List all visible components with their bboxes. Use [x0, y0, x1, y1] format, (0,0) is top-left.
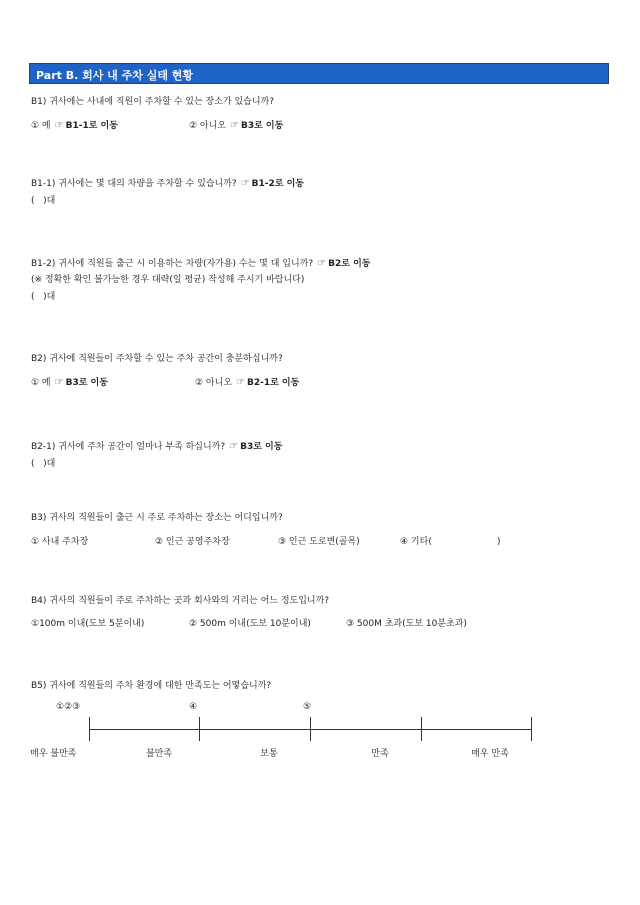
- question-b4: B4) 귀사의 직원들이 주로 주차하는 곳과 회사와의 거리는 어느 정도입니까?: [31, 596, 330, 606]
- b3-option-2: ② 인근 공영주차장: [155, 537, 230, 547]
- question-b3: B3) 귀사의 직원들이 출근 시 주로 주차하는 장소는 어디입니까?: [31, 513, 283, 523]
- b4-option-1: ①100m 이내(도보 5분이내): [31, 619, 145, 629]
- b1-option-no: ② 아니오 ☞ B3로 이동: [189, 120, 284, 131]
- pointing-hand-icon: ☞: [317, 258, 327, 269]
- scale-mark-1-2-3: ①②③: [56, 702, 81, 712]
- scale-tick: [199, 717, 200, 741]
- pointing-hand-icon: ☞: [230, 120, 239, 131]
- question-b1-2: B1-2) 귀사에 직원들 출근 시 이용하는 차량(자가용) 수는 몇 대 입니까? ☞ B2로 이동: [31, 258, 371, 269]
- question-b2: B2) 귀사에 직원들이 주차할 수 있는 주차 공간이 충분하십니까?: [31, 354, 283, 364]
- scale-mark-5: ⑤: [303, 702, 312, 712]
- b4-option-2: ② 500m 이내(도보 10분이내): [189, 619, 311, 629]
- question-b1-1: B1-1) 귀사에는 몇 대의 차량을 주차할 수 있습니까? ☞ B1-2로 이동: [31, 178, 304, 189]
- note-b1-2: (※ 정확한 확인 불가능한 경우 대략(일 평균) 작성해 주시기 바랍니다): [31, 275, 305, 285]
- b3-option-3: ③ 인근 도로변(골목): [278, 537, 360, 547]
- pointing-hand-icon: ☞: [54, 377, 64, 388]
- answer-b2-1: ( )대: [31, 459, 56, 469]
- scale-tick: [310, 717, 311, 741]
- b3-option-4-close: ): [497, 537, 501, 547]
- b2-option-yes: ① 예 ☞ B3로 이동: [31, 377, 108, 388]
- scale-mark-4: ④: [189, 702, 198, 712]
- section-title: Part B. 회사 내 주차 실태 현황: [36, 69, 194, 82]
- pointing-hand-icon: ☞: [229, 441, 239, 452]
- b3-option-4: ④ 기타(: [400, 537, 432, 547]
- b1-option-yes: ① 예 ☞ B1-1로 이동: [31, 120, 118, 131]
- b3-option-1: ① 사내 주차장: [31, 537, 89, 547]
- pointing-hand-icon: ☞: [240, 178, 250, 189]
- scale-label-very-dissatisfied: 매우 불만족: [30, 749, 77, 759]
- pointing-hand-icon: ☞: [236, 377, 245, 388]
- answer-b1-2: ( )대: [31, 292, 56, 302]
- scale-label-very-satisfied: 매우 만족: [471, 749, 509, 759]
- section-header: [29, 63, 609, 84]
- scale-label-dissatisfied: 불만족: [145, 749, 173, 759]
- b2-option-no: ② 아니오 ☞ B2-1로 이동: [195, 377, 300, 388]
- scale-label-neutral: 보통: [260, 749, 278, 759]
- question-b2-1: B2-1) 귀사에 주차 공간이 얼마나 부족 하십니까? ☞ B3로 이동: [31, 441, 283, 452]
- scale-label-satisfied: 만족: [371, 749, 389, 759]
- b4-option-3: ③ 500M 초과(도보 10분초과): [346, 619, 467, 629]
- pointing-hand-icon: ☞: [54, 120, 64, 131]
- scale-tick: [531, 717, 532, 741]
- scale-tick: [421, 717, 422, 741]
- answer-b1-1: ( )대: [31, 196, 56, 206]
- question-b5: B5) 귀사에 직원들의 주차 환경에 대한 만족도는 어떻습니까?: [31, 681, 272, 691]
- question-b1: B1) 귀사에는 사내에 직원이 주차할 수 있는 장소가 있습니까?: [31, 97, 275, 107]
- scale-tick: [89, 717, 90, 741]
